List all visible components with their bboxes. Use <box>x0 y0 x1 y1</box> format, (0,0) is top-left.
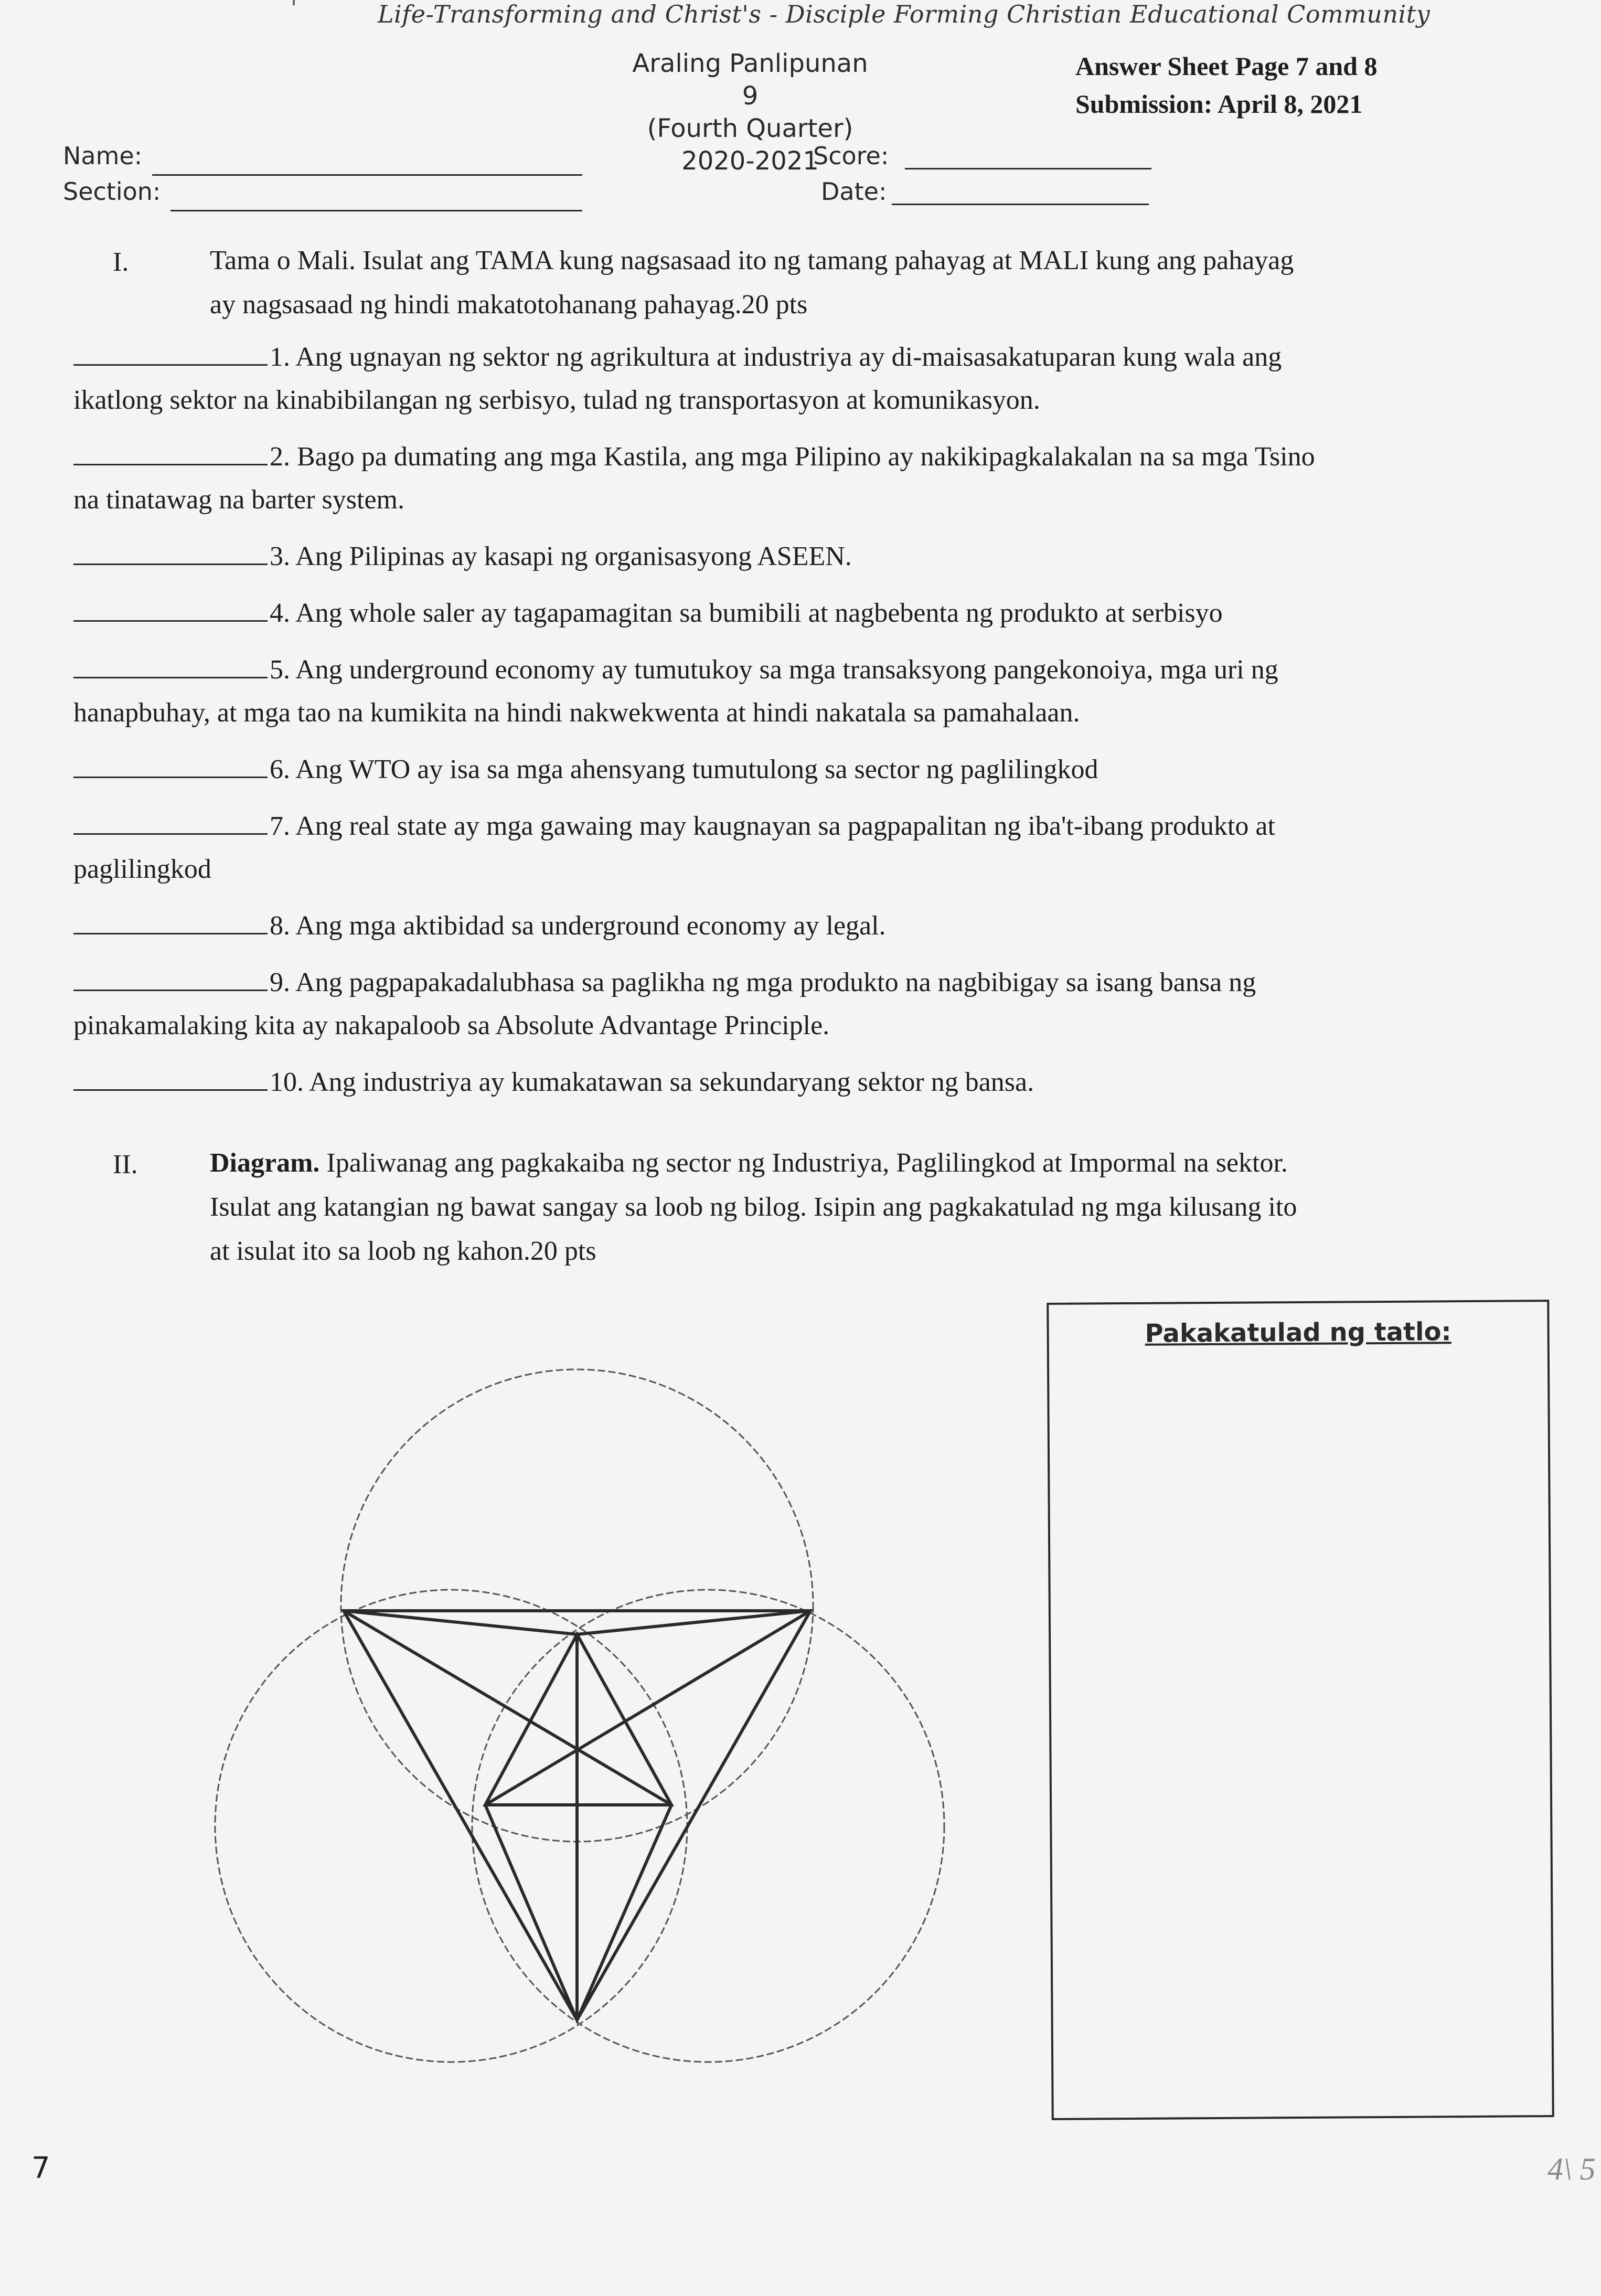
list-item <box>73 805 1542 891</box>
list-item <box>73 961 1542 1047</box>
venn-diagram <box>157 1312 997 2099</box>
item-text: 3. Ang Pilipinas ay kasapi ng organisasyong ASEEN. <box>270 541 852 571</box>
impormal-circle[interactable] <box>472 1590 944 2062</box>
item-text-continued: ikatlong sektor na kinabibilangan ng serbisyo, tulad ng transportasyon at komunikasyon. <box>73 385 1040 415</box>
part2-heading: Diagram. <box>210 1148 320 1178</box>
quarter-label: (Fourth Quarter) <box>647 114 853 143</box>
commonality-box-title: Pakakatulad ng tatlo: <box>1145 1317 1451 1348</box>
list-item <box>73 435 1542 522</box>
item-text: 4. Ang whole saler ay tagapamagitan sa bumibili at nagbebenta ng produkto at serbisyo <box>270 598 1223 628</box>
true-false-list <box>73 336 1542 1104</box>
item-text: 10. Ang industriya ay kumakatawan sa sekundaryang sektor ng bansa. <box>270 1067 1034 1097</box>
part2-instructions <box>210 1141 1521 1273</box>
part2-line1: Ipaliwanag ang pagkakaiba ng sector ng Industriya, Paglilingkod at Impormal na sektor. <box>319 1148 1288 1178</box>
list-item <box>73 336 1542 422</box>
item-text: 7. Ang real state ay mga gawaing may kaugnayan sa pagpapalitan ng iba't-ibang produkto at <box>270 811 1275 841</box>
school-crest-icon <box>262 0 325 21</box>
commonality-box[interactable] <box>1047 1300 1554 2120</box>
part2-number: II. <box>113 1150 138 1179</box>
answer-blank[interactable] <box>73 564 268 565</box>
score-label: Score: <box>813 142 889 170</box>
list-item <box>73 592 1542 635</box>
part1-number: I. <box>113 247 129 277</box>
item-text-continued: hanapbuhay, at mga tao na kumikita na hindi nakwekwenta at hindi nakatala sa pamahalaan. <box>73 698 1080 728</box>
answer-blank[interactable] <box>73 833 268 835</box>
item-text: 8. Ang mga aktibidad sa underground economy ay legal. <box>270 911 886 941</box>
page-number: 7 <box>31 2151 50 2185</box>
answer-blank[interactable] <box>73 990 268 991</box>
name-field[interactable] <box>152 174 582 176</box>
date-field[interactable] <box>892 204 1149 205</box>
section-field[interactable] <box>170 210 582 211</box>
list-item <box>73 649 1542 735</box>
submission-date: Submission: April 8, 2021 <box>1075 89 1363 119</box>
part1-instructions-line2: ay nagsasaad ng hindi makatotohanang pahayag.20 pts <box>210 290 808 320</box>
part2-line2: Isulat ang katangian ng bawat sangay sa loob ng bilog. Isipin ang pagkakatulad ng mga kilusang ito <box>210 1192 1297 1222</box>
item-text: 6. Ang WTO ay isa sa mga ahensyang tumutulong sa sector ng paglilingkod <box>270 754 1098 784</box>
list-item <box>73 905 1542 948</box>
answer-blank[interactable] <box>73 777 268 778</box>
handwritten-note: 4\ 5 <box>1547 2152 1596 2186</box>
list-item <box>73 1061 1542 1104</box>
item-text: 5. Ang underground economy ay tumutukoy sa mga transaksyong pangekonoiya, mga uri ng <box>270 655 1278 685</box>
item-text-continued: na tinatawag na barter system. <box>73 485 404 515</box>
section-label: Section: <box>63 177 161 206</box>
school-motto: Life-Transforming and Christ's - Disciple Forming Christian Educational Community <box>378 0 1431 28</box>
item-text-continued: paglilingkod <box>73 854 211 884</box>
star-figure <box>344 1611 810 2020</box>
item-text-continued: pinakamalaking kita ay nakapaloob sa Absolute Advantage Principle. <box>73 1011 830 1040</box>
subject-title: Araling Panlipunan 9 <box>632 49 868 111</box>
school-year: 2020-2021 <box>681 146 819 176</box>
answer-sheet-block <box>1075 47 1377 123</box>
paglilingkod-circle[interactable] <box>215 1590 687 2062</box>
answer-blank[interactable] <box>73 1089 268 1091</box>
name-label: Name: <box>63 142 143 170</box>
score-field[interactable] <box>905 168 1151 169</box>
item-text: 9. Ang pagpapakadalubhasa sa paglikha ng mga produkto na nagbibigay sa isang bansa ng <box>270 968 1256 997</box>
list-item <box>73 748 1542 791</box>
date-label: Date: <box>821 177 887 206</box>
item-text: 2. Bago pa dumating ang mga Kastila, ang mga Pilipino ay nakikipagkalakalan na sa mga Tsino <box>270 442 1315 472</box>
answer-blank[interactable] <box>73 620 268 622</box>
part1-instructions-line1: Tama o Mali. Isulat ang TAMA kung nagsasaad ito ng tamang pahayag at MALI kung ang pahayag <box>210 246 1294 275</box>
answer-blank[interactable] <box>73 364 268 366</box>
item-text: 1. Ang ugnayan ng sektor ng agrikultura at industriya ay di-maisasakatuparan kung wala ang <box>270 342 1282 372</box>
answer-sheet-pages: Answer Sheet Page 7 and 8 <box>1075 51 1378 81</box>
part2-line3: at isulat ito sa loob ng kahon.20 pts <box>210 1236 596 1266</box>
answer-blank[interactable] <box>73 677 268 678</box>
list-item <box>73 535 1542 578</box>
answer-blank[interactable] <box>73 933 268 934</box>
answer-blank[interactable] <box>73 464 268 465</box>
part1-instructions <box>210 239 1495 327</box>
